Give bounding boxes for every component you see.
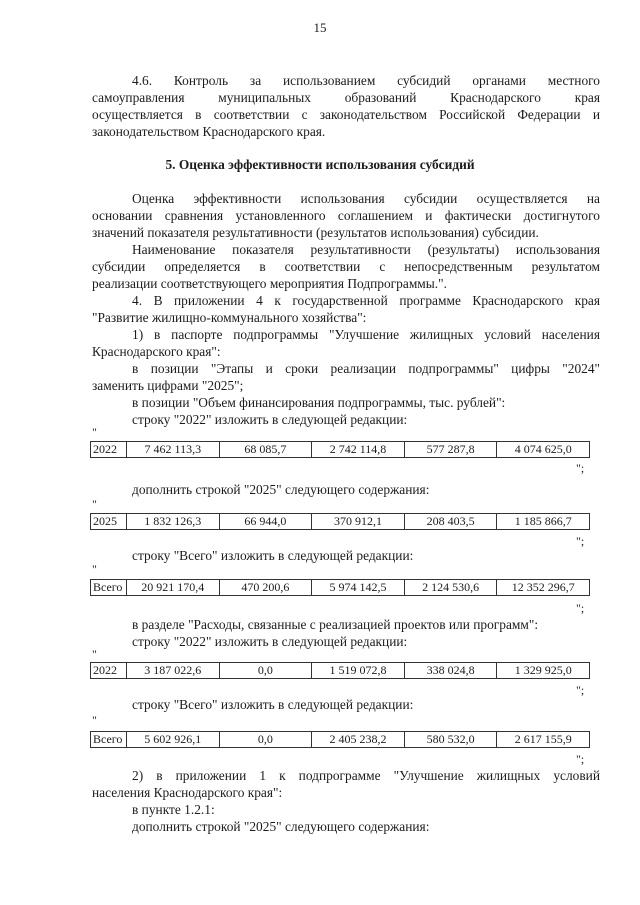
table-cell: 7 462 113,3 (127, 442, 220, 458)
point-121: в пункте 1.2.1: (132, 802, 215, 817)
para2-line3: реализации соответствующего мероприятия Подпрограммы.". (92, 276, 447, 291)
item4-line2: "Развитие жилищно-коммунального хозяйства": (92, 310, 367, 325)
table-cell: 2022 (91, 442, 127, 458)
row-2022-label: строку "2022" изложить в следующей редакции: (132, 412, 408, 427)
table-row-2022-b (90, 662, 590, 679)
table-cell: 2022 (91, 663, 127, 679)
quote-close-4: "; (576, 683, 585, 697)
total-label: строку "Всего" изложить в следующей редакции: (132, 548, 414, 563)
table-cell: 68 085,7 (219, 442, 312, 458)
table-cell: 338 024,8 (404, 663, 497, 679)
para1-line3: значений показателя результативности (результатов использования) субсидии. (92, 225, 539, 240)
item4-line1: 4. В приложении 4 к государственной программе Краснодарского края (132, 293, 600, 308)
table-cell: 3 187 022,6 (127, 663, 220, 679)
para1-line2: основании сравнения установленного соглашением и фактически достигнутого (92, 208, 600, 223)
table-cell: 4 074 625,0 (497, 442, 590, 458)
table-row (91, 732, 590, 748)
table-cell: 2 617 155,9 (497, 732, 590, 748)
total-label-b: строку "Всего" изложить в следующей редакции: (132, 697, 414, 712)
quote-open-2: " (92, 497, 97, 511)
table-row (91, 442, 590, 458)
quote-close-5: "; (576, 752, 585, 766)
section-heading: 5. Оценка эффективности использования субсидий (165, 157, 475, 172)
table-cell: 20 921 170,4 (127, 580, 220, 596)
table-cell: 1 185 866,7 (497, 514, 590, 530)
table-row (91, 514, 590, 530)
table-cell: 1 519 072,8 (312, 663, 405, 679)
table-cell: Всего (91, 580, 127, 596)
quote-open-1: " (92, 425, 97, 439)
para1-line1: Оценка эффективности использования субсидии осуществляется на (132, 191, 600, 206)
table-cell: Всего (91, 732, 127, 748)
row-2022-label-b: строку "2022" изложить в следующей редакции: (132, 634, 408, 649)
table-cell: 2025 (91, 514, 127, 530)
section-46-line1: 4.6. Контроль за использованием субсидий органами местного (132, 73, 600, 88)
table-cell: 0,0 (219, 663, 312, 679)
table-cell: 370 912,1 (312, 514, 405, 530)
quote-close-1: "; (576, 461, 585, 475)
sub2-line2: населения Краснодарского края": (92, 785, 283, 800)
funding-position: в позиции "Объем финансирования подпрограммы, тыс. рублей": (132, 395, 506, 410)
table-row-total (90, 579, 590, 596)
sub1-line2: Краснодарского края": (92, 344, 221, 359)
add-2025-label-b: дополнить строкой "2025" следующего содержания: (132, 819, 430, 834)
table-cell: 208 403,5 (404, 514, 497, 530)
table-row (91, 663, 590, 679)
table-cell: 66 944,0 (219, 514, 312, 530)
quote-open-3: " (92, 562, 97, 576)
table-cell: 12 352 296,7 (497, 580, 590, 596)
table-cell: 5 602 926,1 (127, 732, 220, 748)
para2-line2: субсидии определяется в соответствии с непосредственным результатом (92, 259, 600, 274)
section-46-line2: самоуправления муниципальных образований Краснодарского края (92, 90, 600, 105)
quote-open-5: " (92, 713, 97, 727)
table-row-total-b (90, 731, 590, 748)
stages-line2: заменить цифрами "2025"; (92, 378, 244, 393)
section-46-line3: осуществляется в соответствии с законодательством Российской Федерации и (92, 107, 600, 122)
table-cell: 2 124 530,6 (404, 580, 497, 596)
quote-close-2: "; (576, 534, 585, 548)
table-row-2025 (90, 513, 590, 530)
table-row-2022 (90, 441, 590, 458)
table-cell: 0,0 (219, 732, 312, 748)
table-cell: 470 200,6 (219, 580, 312, 596)
page-number: 15 (313, 20, 327, 35)
table-cell: 2 405 238,2 (312, 732, 405, 748)
sub1-line1: 1) в паспорте подпрограммы "Улучшение жилищных условий населения (132, 327, 600, 342)
table-cell: 577 287,8 (404, 442, 497, 458)
table-cell: 580 532,0 (404, 732, 497, 748)
section-46-line4: законодательством Краснодарского края. (92, 124, 326, 139)
expenses-section: в разделе "Расходы, связанные с реализацией проектов или программ": (132, 617, 539, 632)
stages-line1: в позиции "Этапы и сроки реализации подпрограммы" цифры "2024" (132, 361, 600, 376)
sub2-line1: 2) в приложении 1 к подпрограмме "Улучшение жилищных условий (132, 768, 600, 783)
add-2025-label: дополнить строкой "2025" следующего содержания: (132, 482, 430, 497)
table-cell: 1 832 126,3 (127, 514, 220, 530)
table-row (91, 580, 590, 596)
quote-open-4: " (92, 647, 97, 661)
para2-line1: Наименование показателя результативности (результаты) использования (132, 242, 600, 257)
table-cell: 5 974 142,5 (312, 580, 405, 596)
table-cell: 1 329 925,0 (497, 663, 590, 679)
quote-close-3: "; (576, 601, 585, 615)
table-cell: 2 742 114,8 (312, 442, 405, 458)
